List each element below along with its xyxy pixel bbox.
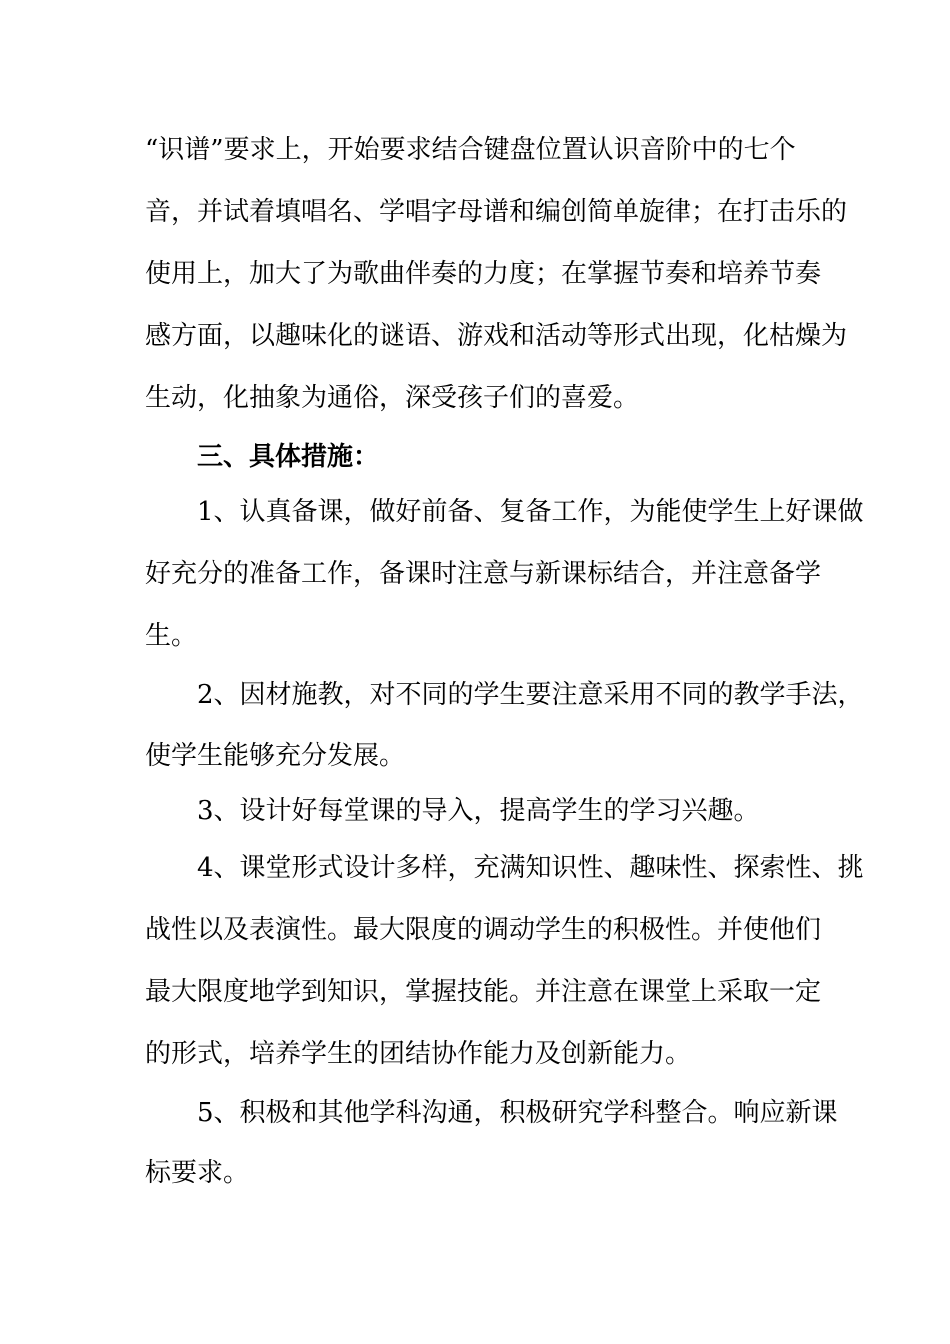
paragraph-line: 音，并试着填唱名、学唱字母谱和编创简单旋律；在打击乐的 <box>145 197 848 227</box>
paragraph-line: 战性以及表演性。最大限度的调动学生的积极性。并使他们 <box>145 915 822 945</box>
paragraph-line: 使用上，加大了为歌曲伴奏的力度；在掌握节奏和培养节奏 <box>145 259 822 289</box>
paragraph-line: 生动，化抽象为通俗，深受孩子们的喜爱。 <box>145 383 640 413</box>
paragraph-line: 1、认真备课，做好前备、复备工作，为能使学生上好课做 <box>197 497 864 527</box>
paragraph-line: 3、设计好每堂课的导入，提高学生的学习兴趣。 <box>197 796 760 826</box>
paragraph-line: 4、课堂形式设计多样，充满知识性、趣味性、探索性、挑 <box>197 853 864 883</box>
paragraph-line: 5、积极和其他学科沟通，积极研究学科整合。响应新课 <box>197 1098 838 1128</box>
paragraph-line: 标要求。 <box>145 1158 250 1188</box>
paragraph-line: 好充分的准备工作，备课时注意与新课标结合，并注意备学 <box>145 559 822 589</box>
paragraph-line: “识谱”要求上，开始要求结合键盘位置认识音阶中的七个 <box>145 135 796 165</box>
paragraph-line: 感方面，以趣味化的谜语、游戏和活动等形式出现，化枯燥为 <box>145 321 848 351</box>
paragraph-line: 的形式，培养学生的团结协作能力及创新能力。 <box>145 1039 692 1069</box>
paragraph-line: 2、因材施教，对不同的学生要注意采用不同的教学手法， <box>197 680 864 710</box>
paragraph-line: 使学生能够充分发展。 <box>145 741 406 771</box>
paragraph-line: 最大限度地学到知识，掌握技能。并注意在课堂上采取一定 <box>145 977 822 1007</box>
paragraph-line: 生。 <box>145 621 198 651</box>
section-heading: 三、具体措施： <box>197 442 380 472</box>
